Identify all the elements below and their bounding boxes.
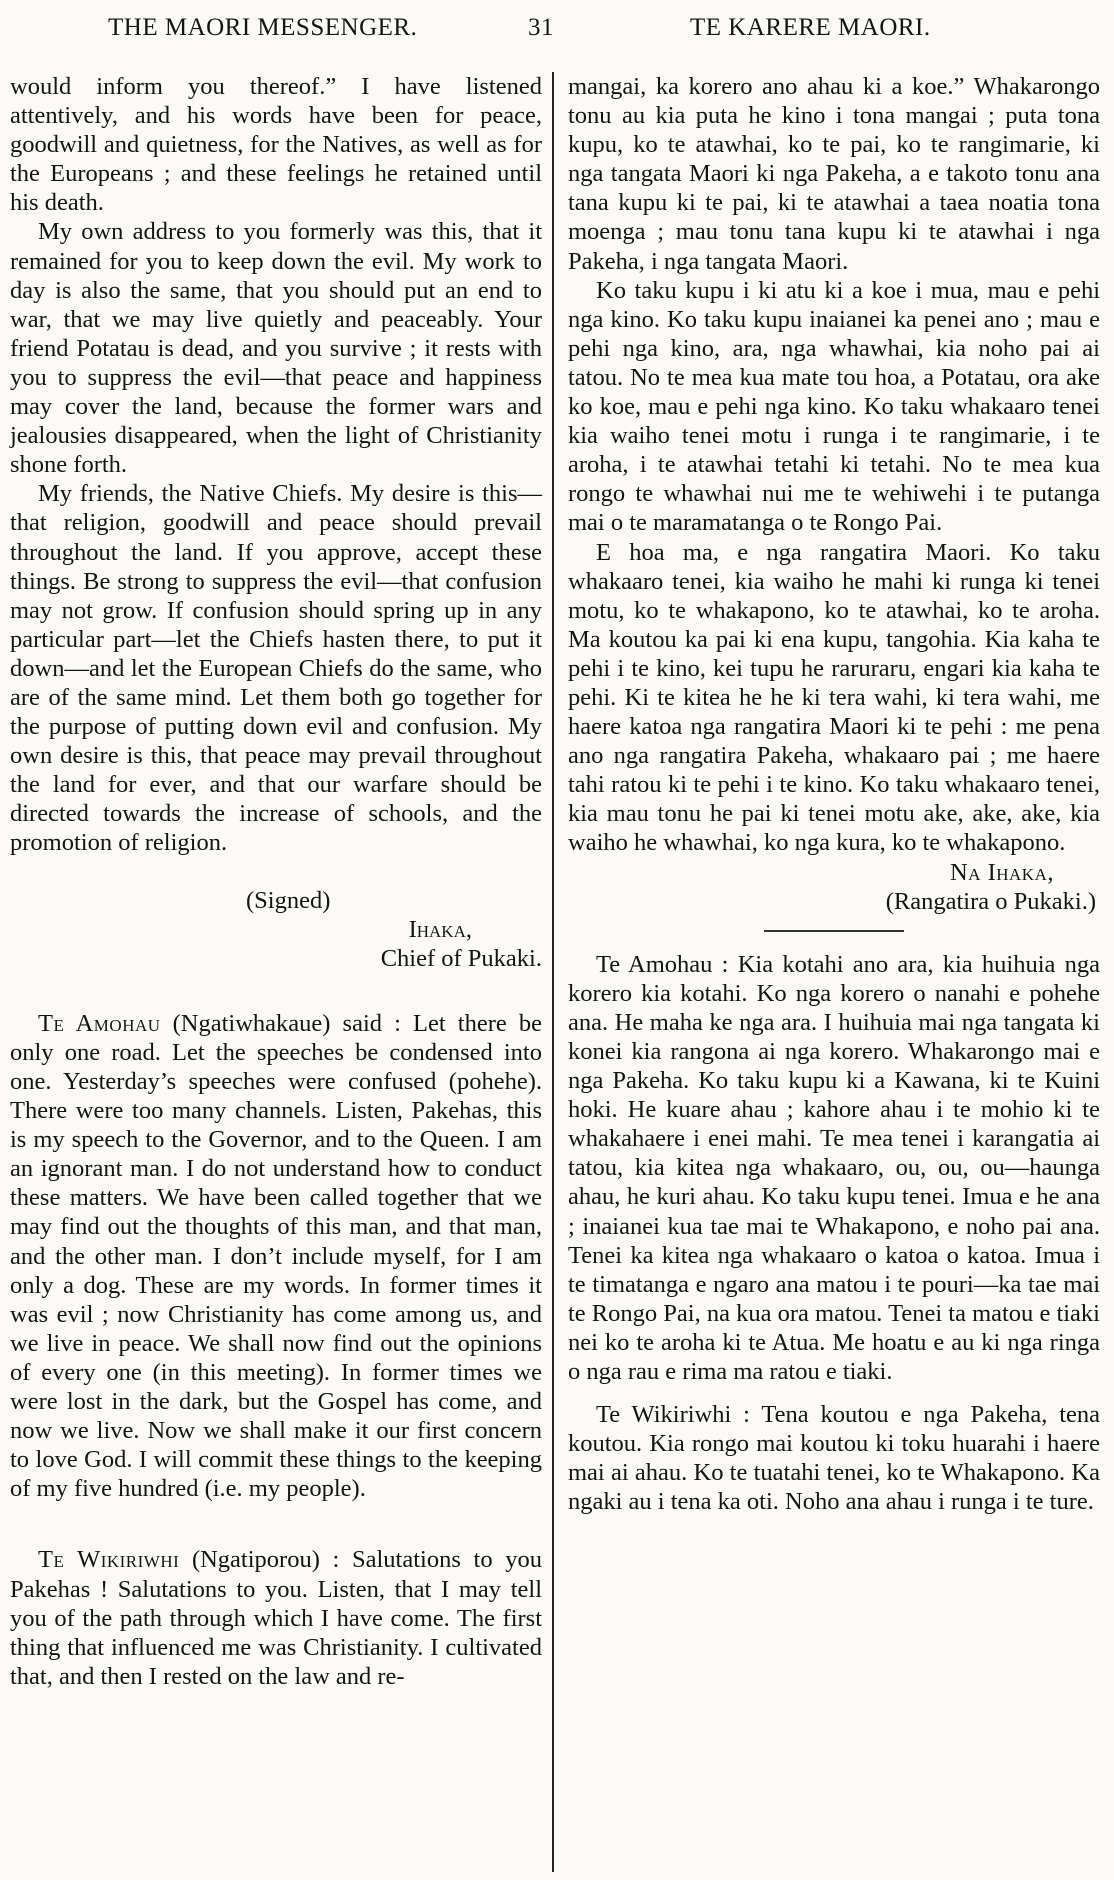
page-number: 31 <box>528 14 554 41</box>
maori-paragraph-2: Ko taku kupu i ki atu ki a koe i mua, mau e pehi nga kino. Ko taku kupu inaianei ka penei ano ; mau e pehi nga kino, ara, nga whawhai, kia noho pai ai tatou. No te mea kua mate tou hoa, a Potatau, ora ake ko koe, mau e pehi nga kino. Ko taku whakaaro tenei kia waiho tenei motu i runga i te rangimarie, i te aroha, i te atawhai tetahi ki tetahi. No te mea kua rongo te whawhai nui me te wehiwehi i te putanga mai o te maramatanga o te Rongo Pai. <box>568 276 1100 537</box>
spacer <box>10 973 542 1009</box>
maori-paragraph-amohau: Te Amohau : Kia kotahi ano ara, kia huihuia nga korero kia kotahi. Ko nga korero o nanahi e pohehe ana. He maha ke nga ara. I huihuia mai nga tangata ki konei kia rangona ai nga korero. Whakarongo mai e nga Pakeha. Ko taku kupu ki a Kawana, ki te Kuini hoki. He kuare ahau ; kahore ahau i te mohio ki te whakahaere i enei mahi. Te mea tenei i karangatia ai tatou, kia kitea nga whakaaro, ou, ou, ou—haunga ahau, he kuri ahau. Ko taku kupu tenei. Imua e he ana ; inaianei kua tae mai te Whakapono, e noho pai ana. Tenei ka kitea nga whakaaro o katoa o katoa. Imua i te timatanga e ngaro ana matou i te pouri—ka tae mai te Rongo Pai, na kua ora matou. Tenei ta matou e tiaki nei ko te aroha ki te Atua. Me hoatu e au ki nga ringa o nga rau e rima ma ratou e tiaki. <box>568 950 1100 1386</box>
speaker-name: Te Wikiriwhi <box>38 1546 180 1574</box>
english-paragraph-amohau <box>10 1009 542 1504</box>
maori-signature-name: Na Ihaka, <box>950 858 1054 886</box>
english-paragraph-3: My friends, the Native Chiefs. My desire is this—that religion, goodwill and peace should prevail throughout the land. If you approve, accept these things. Be strong to suppress the evil—that confusion may not grow. If confusion should spring up in any particular part—let the Chiefs hasten there, to put it down—and let the European Chiefs do the same, who are of the same mind. Let them both go together for the purpose of putting down evil and confusion. My own desire is this, that peace may prevail throughout the land for ever, and that our warfare should be directed towards the increase of schools, and the promotion of religion. <box>10 480 542 857</box>
maori-column <box>568 72 1100 1517</box>
header-maori-title: TE KARERE MAORI. <box>690 14 931 41</box>
spacer <box>568 1386 1100 1400</box>
speaker-name: Te Amohau <box>38 1009 161 1037</box>
english-column <box>10 72 542 1691</box>
header-english-title: THE MAORI MESSENGER. <box>108 14 418 41</box>
section-rule <box>764 930 904 932</box>
column-divider <box>552 72 554 1872</box>
signature-name: Ihaka, <box>408 915 472 943</box>
english-paragraph-1: would inform you thereof.” I have listened attentively, and his words have been for peace, goodwill and quietness, for the Natives, as well as for the Europeans ; and these feelings he retained until his death. <box>10 73 542 217</box>
maori-paragraph-1: mangai, ka korero ano ahau ki a koe.” Whakarongo tonu au kia puta he kino i tona mangai ; puta tona kupu, ko te atawhai, ko te pai, ko te rangimarie, ki nga tangata Maori ki nga Pakeha, a e takoto tonu ana tana kupu ki te pai, ki te atawhai a taea noatia tona moenga ; mau tonu tana kupu ki te atawhai i nga Pakeha, i nga tangata Maori. <box>568 73 1100 275</box>
signature-title: Chief of Pukaki. <box>380 944 542 972</box>
maori-paragraph-wikiriwhi: Te Wikiriwhi : Tena koutou e nga Pakeha, tena koutou. Kia rongo mai koutou ki toku huarahi i haere mai ai ahau. Ko te tuatahi tenei, ko te Whakapono. Ka ngaki au i tena ka oti. Noho ana ahau i runga i te ture. <box>568 1401 1100 1516</box>
speech-text: (Ngatiwhakaue) said : Let there be only one road. Let the speeches be condensed into one. Yesterday’s speeches were confused (pohehe). There were too many channels. Listen, Pakehas, this is my speech to the Governor, and to the Queen. I am an ignorant man. I do not understand how to conduct these matters. We have been called together that we may find out the thoughts of this man, and that man, and the other man. I don’t include myself, for I am only a dog. These are my words. In former times it was evil ; now Christianity has come among us, and we live in peace. We shall now find out the opinions of every one (in this meeting). In former times we were lost in the dark, but the Gospel has come, and now we live. Now we shall make it our first concern to love God. I will commit these things to the keeping of my five hundred (i.e. my people). <box>10 1009 542 1503</box>
speech-text: (Ngatiporou) : Salutations to you Pakehas ! Salutations to you. Listen, that I may tell you of the path through which I have come. The first thing that influenced me was Christianity. I cultivated that, and then I rested on the law and re- <box>10 1546 542 1690</box>
maori-paragraph-3: E hoa ma, e nga rangatira Maori. Ko taku whakaaro tenei, kia waiho he mahi ki runga ki tenei motu, ko te whakapono, ko te atawhai, ko te aroha. Ma koutou ka pai ki ena kupu, tangohia. Kia kaha te pehi i te kino, kei tupu he raruraru, engari kia kaha te pehi. Ki te kitea he he ki tera wahi, ki tera wahi, me haere katoa nga rangatira Maori ki te pehi : me pena ano nga rangatira Pakeha, whakaaro pai ; me haere tahi ratou ki te pehi i te kino. Ko taku whakaaro tenei, kia mau tonu he pai ki tenei motu ake, ake, ake, kia waiho he whawhai, ko nga kura, ko te whakapono. <box>568 538 1100 857</box>
signed-label: (Signed) <box>246 886 331 914</box>
english-paragraph-wikiriwhi <box>10 1545 542 1690</box>
running-header <box>0 14 1114 54</box>
maori-signature-title: (Rangatira o Pukaki.) <box>885 887 1096 915</box>
spacer <box>10 1503 542 1545</box>
english-paragraph-2: My own address to you formerly was this, that it remained for you to keep down the evil. My work to day is also the same, that you should put an end to war, that we may live quietly and peaceably. Your friend Potatau is dead, and you survive ; it rests with you to suppress the evil—that peace and happiness may cover the land, because the former wars and jealousies disappeared, when the light of Christianity shone forth. <box>10 218 542 479</box>
